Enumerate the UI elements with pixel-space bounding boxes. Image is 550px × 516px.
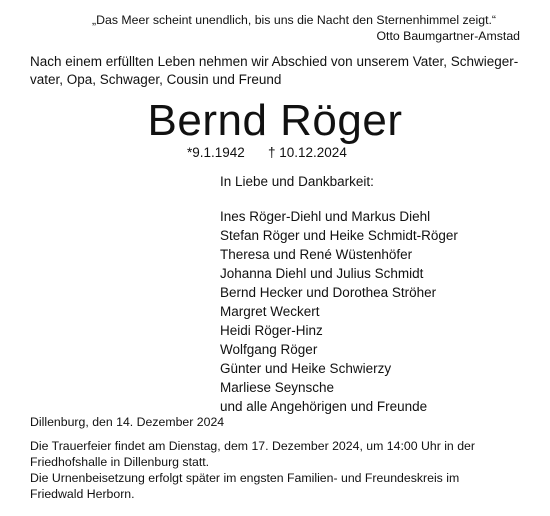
deceased-name: Bernd Röger (147, 96, 403, 145)
death-date: † 10.12.2024 (268, 145, 347, 160)
funeral-info-line: Die Urnenbeisetzung erfolgt später im engsten Familien- und Freundeskreis im (30, 471, 460, 485)
mourner-entry: Bernd Hecker und Dorothea Ströher (220, 285, 437, 300)
quote-author: Otto Baumgartner-Amstad (376, 29, 520, 43)
funeral-info-line: Die Trauerfeier findet am Dienstag, dem 17. Dezember 2024, um 14:00 Uhr in der (30, 439, 475, 453)
mourner-entry: Wolfgang Röger (220, 342, 318, 357)
birth-date: *9.1.1942 (187, 145, 245, 160)
mourner-entry: Marliese Seynsche (220, 380, 335, 395)
intro-text (30, 53, 525, 89)
mourners-heading: In Liebe und Dankbarkeit: (220, 174, 374, 189)
mourner-entry: Heidi Röger-Hinz (220, 323, 323, 338)
mourner-entry: Theresa und René Wüstenhöfer (220, 247, 413, 262)
mourner-entry: Stefan Röger und Heike Schmidt-Röger (220, 228, 458, 243)
intro-line: Nach einem erfüllten Leben nehmen wir Abschied von unserem Vater, Schwieger- (30, 54, 519, 69)
mourner-entry: Margret Weckert (220, 304, 320, 319)
mourner-entry: und alle Angehörigen und Freunde (220, 399, 428, 414)
funeral-info-line: Friedhofshalle in Dillenburg statt. (30, 455, 210, 469)
mourners-list (220, 207, 458, 416)
intro-line: vater, Opa, Schwager, Cousin und Freund (30, 72, 282, 87)
mourner-entry: Johanna Diehl und Julius Schmidt (220, 266, 424, 281)
funeral-info (30, 438, 525, 502)
quote-text: „Das Meer scheint unendlich, bis uns die Nacht den Sternenhimmel zeigt.“ (92, 13, 496, 27)
mourner-entry: Günter und Heike Schwierzy (220, 361, 392, 376)
place-date: Dillenburg, den 14. Dezember 2024 (30, 415, 225, 429)
mourner-entry: Ines Röger-Diehl und Markus Diehl (220, 209, 431, 224)
funeral-info-line: Friedwald Herborn. (30, 487, 135, 501)
